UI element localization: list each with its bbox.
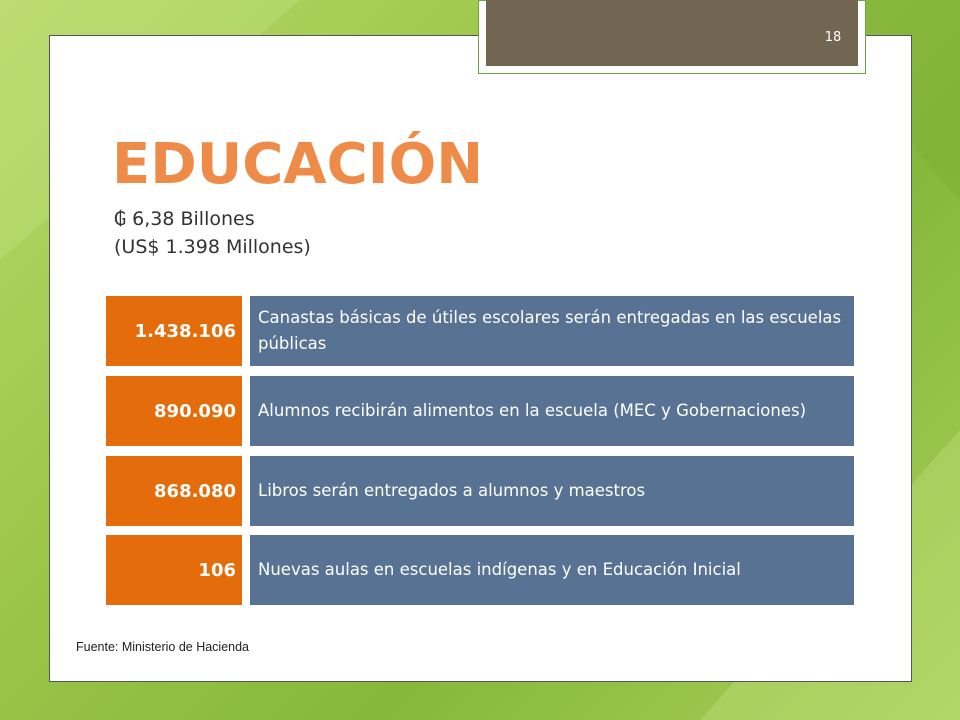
page-number: 18 bbox=[824, 30, 842, 45]
item-value: 868.080 bbox=[106, 456, 242, 526]
item-description: Canastas básicas de útiles escolares serán entregadas en las escuelas públicas bbox=[250, 296, 854, 366]
item-value: 106 bbox=[106, 535, 242, 605]
item-description: Alumnos recibirán alimentos en la escuela (MEC y Gobernaciones) bbox=[250, 376, 854, 446]
item-value: 1.438.106 bbox=[106, 296, 242, 366]
slide-title: EDUCACIÓN bbox=[112, 132, 484, 197]
item-value: 890.090 bbox=[106, 376, 242, 446]
budget-guaranies: ₲ 6,38 Billones bbox=[114, 208, 255, 230]
header-tab bbox=[486, 0, 858, 66]
source-note: Fuente: Ministerio de Hacienda bbox=[76, 640, 250, 654]
item-description: Libros serán entregados a alumnos y maestros bbox=[250, 456, 854, 526]
item-description: Nuevas aulas en escuelas indígenas y en Educación Inicial bbox=[250, 535, 854, 605]
budget-usd: (US$ 1.398 Millones) bbox=[114, 236, 311, 258]
